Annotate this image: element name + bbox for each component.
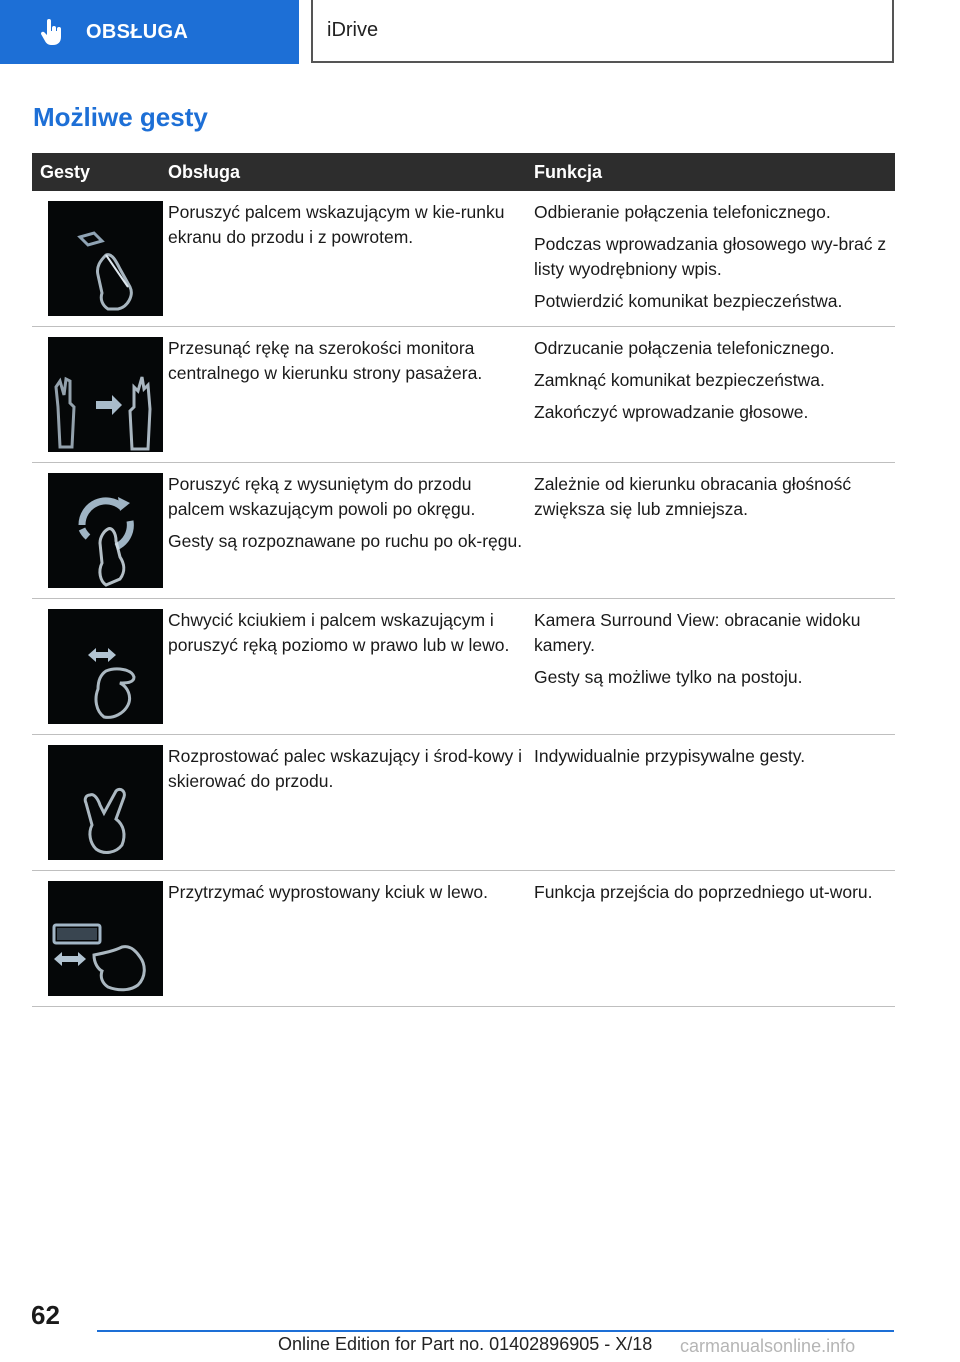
- function-text: Odbieranie połączenia telefonicznego.: [534, 202, 831, 222]
- operation-text: Rozprostować palec wskazujący i środ-kowy i skierować do przodu.: [168, 746, 523, 791]
- hand-pointer-icon: [36, 17, 66, 47]
- operation-text: Przytrzymać wyprostowany kciuk w lewo.: [168, 882, 488, 902]
- gesture-pinch-move-icon: [48, 609, 163, 724]
- edition-text: Online Edition for Part no. 01402896905 - X/18: [278, 1334, 653, 1354]
- operation-text: Poruszyć ręką z wysuniętym do przodu palcem wskazującym powoli po okręgu.: [168, 474, 476, 519]
- function-text: Gesty są możliwe tylko na postoju.: [534, 667, 803, 687]
- operation-text: Poruszyć palcem wskazującym w kie-runku ekranu do przodu i z powrotem.: [168, 202, 505, 247]
- gesture-circle-finger-icon: [48, 473, 163, 588]
- chapter-title: iDrive: [327, 19, 379, 41]
- column-header-operation: Obsługa: [168, 161, 241, 182]
- column-header-function: Funkcja: [534, 161, 603, 182]
- function-text: Indywidualnie przypisywalne gesty.: [534, 746, 806, 766]
- table-row: [32, 599, 895, 735]
- chapter-tab-label: OBSŁUGA: [86, 20, 189, 43]
- function-text: Odrzucanie połączenia telefonicznego.: [534, 338, 835, 358]
- table-row: [32, 735, 895, 871]
- gesture-thumb-left-icon: [48, 881, 163, 996]
- operation-text: Chwycić kciukiem i palcem wskazującym i poruszyć ręką poziomo w prawo lub w lewo.: [168, 610, 510, 655]
- operation-text: Przesunąć rękę na szerokości monitora centralnego w kierunku strony pasażera.: [168, 338, 483, 383]
- chapter-header: [311, 0, 894, 63]
- function-text: Funkcja przejścia do poprzedniego ut-woru.: [534, 882, 873, 902]
- table-row: [32, 327, 895, 463]
- watermark: carmanualsonline.info: [680, 1336, 856, 1356]
- gesture-table: [32, 153, 895, 1007]
- function-text: Zakończyć wprowadzanie głosowe.: [534, 402, 809, 422]
- gesture-two-fingers-icon: [48, 745, 163, 860]
- table-row: [32, 191, 895, 327]
- function-text: Podczas wprowadzania głosowego wy-brać z listy wyodrębniony wpis.: [534, 234, 887, 279]
- page-number: 62: [31, 1300, 60, 1330]
- footer-divider: [97, 1330, 894, 1332]
- gesture-point-forward-icon: [48, 201, 163, 316]
- gesture-swipe-hand-icon: [48, 337, 163, 452]
- table-header: [32, 153, 895, 191]
- section-title: Możliwe gesty: [33, 102, 208, 132]
- function-text: Kamera Surround View: obracanie widoku kamery.: [534, 610, 861, 655]
- table-row: [32, 871, 895, 1007]
- table-row: [32, 463, 895, 599]
- function-text: Potwierdzić komunikat bezpieczeństwa.: [534, 291, 843, 311]
- function-text: Zamknąć komunikat bezpieczeństwa.: [534, 370, 825, 390]
- operation-text: Gesty są rozpoznawane po ruchu po ok-ręgu.: [168, 531, 523, 551]
- function-text: Zależnie od kierunku obracania głośność zwiększa się lub zmniejsza.: [534, 474, 852, 519]
- chapter-tab[interactable]: [0, 0, 299, 64]
- column-header-gesture: Gesty: [40, 161, 91, 182]
